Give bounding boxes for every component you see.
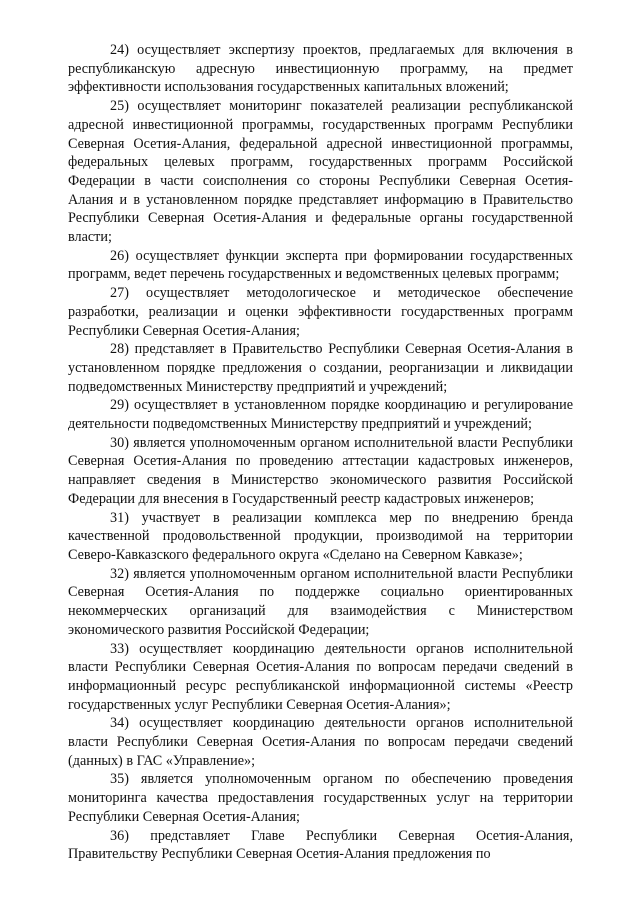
list-item-30: 30) является уполномоченным органом исполнительной власти Республики Северная Осетия-Алания по проведению аттестации кадастровых инженеров, направляет сведения в Министерство экономического развития Российской Федерации для внесения в Государственный реестр кадастровых инженеров; <box>68 434 573 507</box>
list-item-36: 36) представляет Главе Республики Северная Осетия-Алания, Правительству Республики Северная Осетия-Алания предложения по <box>68 827 573 863</box>
list-item-34: 34) осуществляет координацию деятельности органов исполнительной власти Республики Северная Осетия-Алания по вопросам передачи сведений (данных) в ГАС «Управление»; <box>68 715 573 769</box>
list-item-25: 25) осуществляет мониторинг показателей реализации республиканской адресной инвестиционной программы, государственных программ Республики Северная Осетия-Алания, федеральной адресной инвестиционной программы, федеральных целевых программ, государственных программ Российской Федерации в части соисполнения со стороны Республики Северная Осетия-Алания и в установленном порядке представляет информацию в Правительство Республики Северная Осетия-Алания и федеральные органы государственной власти; <box>68 98 573 246</box>
list-item-28: 28) представляет в Правительство Республики Северная Осетия-Алания в установленном порядке предложения о создании, реорганизации и ликвидации подведомственных Министерству предприятий и учреждений; <box>68 341 573 395</box>
list-item-33: 33) осуществляет координацию деятельности органов исполнительной власти Республики Северная Осетия-Алания по вопросам передачи сведений в информационный ресурс республиканской информационной системы «Реестр государственных услуг Республики Северная Осетия-Алания»; <box>68 640 573 713</box>
list-item-32: 32) является уполномоченным органом исполнительной власти Республики Северная Осетия-Алания по поддержке социально ориентированных некоммерческих организаций для взаимодействия с Министерством экономического развития Российской Федерации; <box>68 565 573 638</box>
list-item-26: 26) осуществляет функции эксперта при формировании государственных программ, ведет перечень государственных и ведомственных целевых программ; <box>68 247 573 283</box>
list-item-35: 35) является уполномоченным органом по обеспечению проведения мониторинга качества предоставления государственных услуг на территории Республики Северная Осетия-Алания; <box>68 771 573 825</box>
list-item-24: 24) осуществляет экспертизу проектов, предлагаемых для включения в республиканскую адресную инвестиционную программу, на предмет эффективности использования государственных капитальных вложений; <box>68 42 573 96</box>
list-item-29: 29) осуществляет в установленном порядке координацию и регулирование деятельности подведомственных Министерству предприятий и учреждений; <box>68 397 573 433</box>
list-item-31: 31) участвует в реализации комплекса мер по внедрению бренда качественной продовольственной продукции, производимой на территории Северо-Кавказского федерального округа «Сделано на Северном Кавказе»; <box>68 509 573 563</box>
list-item-27: 27) осуществляет методологическое и методическое обеспечение разработки, реализации и оценки эффективности государственных программ Республики Северная Осетия-Алания; <box>68 285 573 339</box>
